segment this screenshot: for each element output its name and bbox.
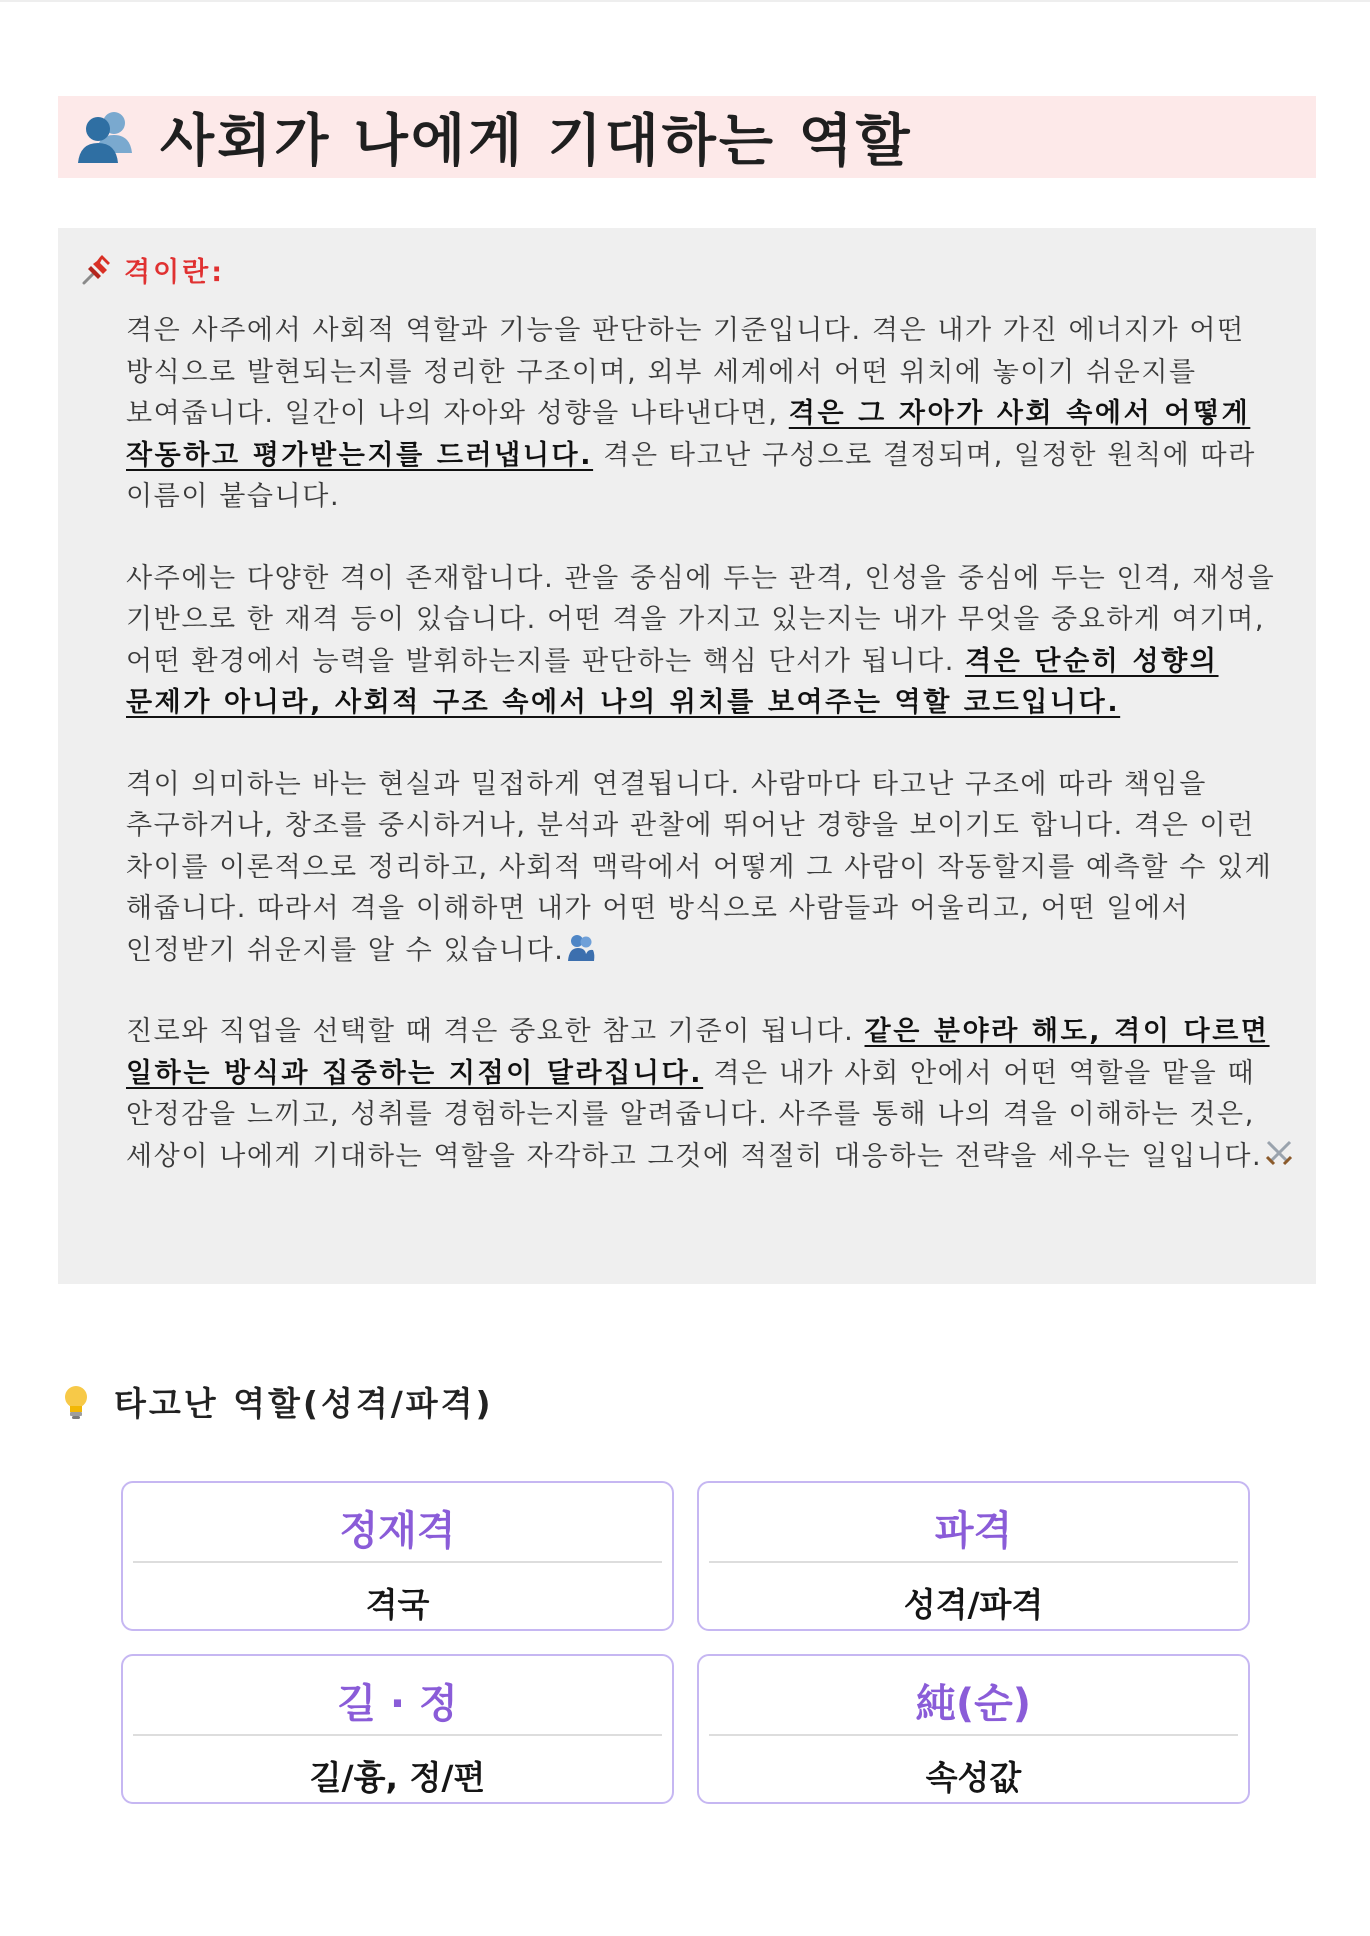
- paragraph-text: 격이 의미하는 바는 현실과 밀접하게 연결됩니다. 사람마다 타고난 구조에 따라 책임을 추구하거나, 창조를 중시하거나, 분석과 관찰에 뛰어난 경향을 보이기도 합니다. 격은 이런 차이를 이론적으로 정리하고, 사회적 맥락에서 어떻게 그 사람이 작동할지를 예측할 수 있게 해줍니다. 따라서 격을 이해하면 내가 어떤 방식으로 사람들과 어울리고, 어떤 일에서 인정받기 쉬운지를 알 수 있습니다.: [126, 768, 1273, 966]
- card-value: 격국: [365, 1585, 430, 1624]
- card-value: 속성값: [925, 1758, 1022, 1797]
- paragraph-1: [126, 310, 1306, 518]
- crossed-swords-icon: [1264, 1138, 1294, 1168]
- pushpin-icon: [80, 253, 114, 287]
- role-card: [121, 1654, 674, 1804]
- section-title: 타고난 역할(성격/파격): [114, 1384, 494, 1423]
- paragraph-text: 격은 사주에서 사회적 역할과 기능을 판단하는 기준입니다. 격은 내가 가진 에너지가 어떤 방식으로 발현되는지를 정리한 구조이며, 외부 세계에서 어떤 위치에 놓이기 쉬운지를 보여줍니다. 일간이 나의 자아와 성향을 나타낸다면,: [126, 315, 1245, 429]
- role-card: [697, 1654, 1250, 1804]
- card-divider: [133, 1734, 662, 1736]
- role-card: [121, 1481, 674, 1631]
- definition-box: [58, 228, 1316, 1284]
- card-title: 정재격: [339, 1508, 456, 1554]
- emphasis-text: 같은 분야라 해도, 격이 다르면 일하는 방식과 집중하는 지점이 달라집니다.: [126, 1016, 1270, 1089]
- paragraph-4: [126, 1011, 1306, 1177]
- definition-header: [80, 250, 225, 289]
- emphasis-text: 격은 그 자아가 사회 속에서 어떻게 작동하고 평가받는지를 드러냅니다.: [126, 398, 1251, 471]
- section-header: [58, 1378, 494, 1425]
- people-hugging-icon: [566, 932, 596, 962]
- paragraph-2: [126, 558, 1306, 724]
- emphasis-text: 격은 단순히 성향의 문제가 아니라, 사회적 구조 속에서 나의 위치를 보여주는 역할 코드입니다.: [126, 645, 1219, 718]
- paragraph-3: [126, 764, 1306, 972]
- card-value: 길/흉, 정/편: [309, 1758, 486, 1797]
- light-bulb-icon: [58, 1382, 94, 1422]
- paragraph-text: 격은 타고난 구성으로 결정되며, 일정한 원칙에 따라 이름이 붙습니다.: [126, 439, 1256, 512]
- card-value: 성격/파격: [903, 1585, 1044, 1624]
- card-divider: [709, 1561, 1238, 1563]
- card-divider: [133, 1561, 662, 1563]
- paragraph-text: 진로와 직업을 선택할 때 격은 중요한 참고 기준이 됩니다.: [126, 1016, 865, 1047]
- top-divider: [0, 0, 1370, 2]
- definition-label: 격이란:: [124, 257, 226, 288]
- page-title: 사회가 나에게 기대하는 역할: [160, 109, 913, 174]
- paragraph-text: 격은 내가 사회 안에서 어떤 역할을 맡을 때 안정감을 느끼고, 성취를 경험하는지를 알려줍니다. 사주를 통해 나의 격을 이해하는 것은, 세상이 나에게 기대하는 역할을 자각하고 그것에 적절히 대응하는 전략을 세우는 일입니다.: [126, 1057, 1263, 1172]
- card-title: 파격: [934, 1508, 1013, 1554]
- card-title: 純(순): [915, 1681, 1032, 1727]
- card-divider: [709, 1734, 1238, 1736]
- card-title: 길 · 정: [337, 1681, 458, 1727]
- definition-paragraphs: [126, 310, 1306, 1217]
- busts-in-silhouette-icon: [70, 107, 140, 167]
- paragraph-text: 사주에는 다양한 격이 존재합니다. 관을 중심에 두는 관격, 인성을 중심에 두는 인격, 재성을 기반으로 한 재격 등이 있습니다. 어떤 격을 가지고 있는지는 내가 무엇을 중요하게 여기며, 어떤 환경에서 능력을 발휘하는지를 판단하는 핵심 단서가 됩니다.: [126, 562, 1276, 677]
- role-card: [697, 1481, 1250, 1631]
- title-banner: [58, 96, 1316, 178]
